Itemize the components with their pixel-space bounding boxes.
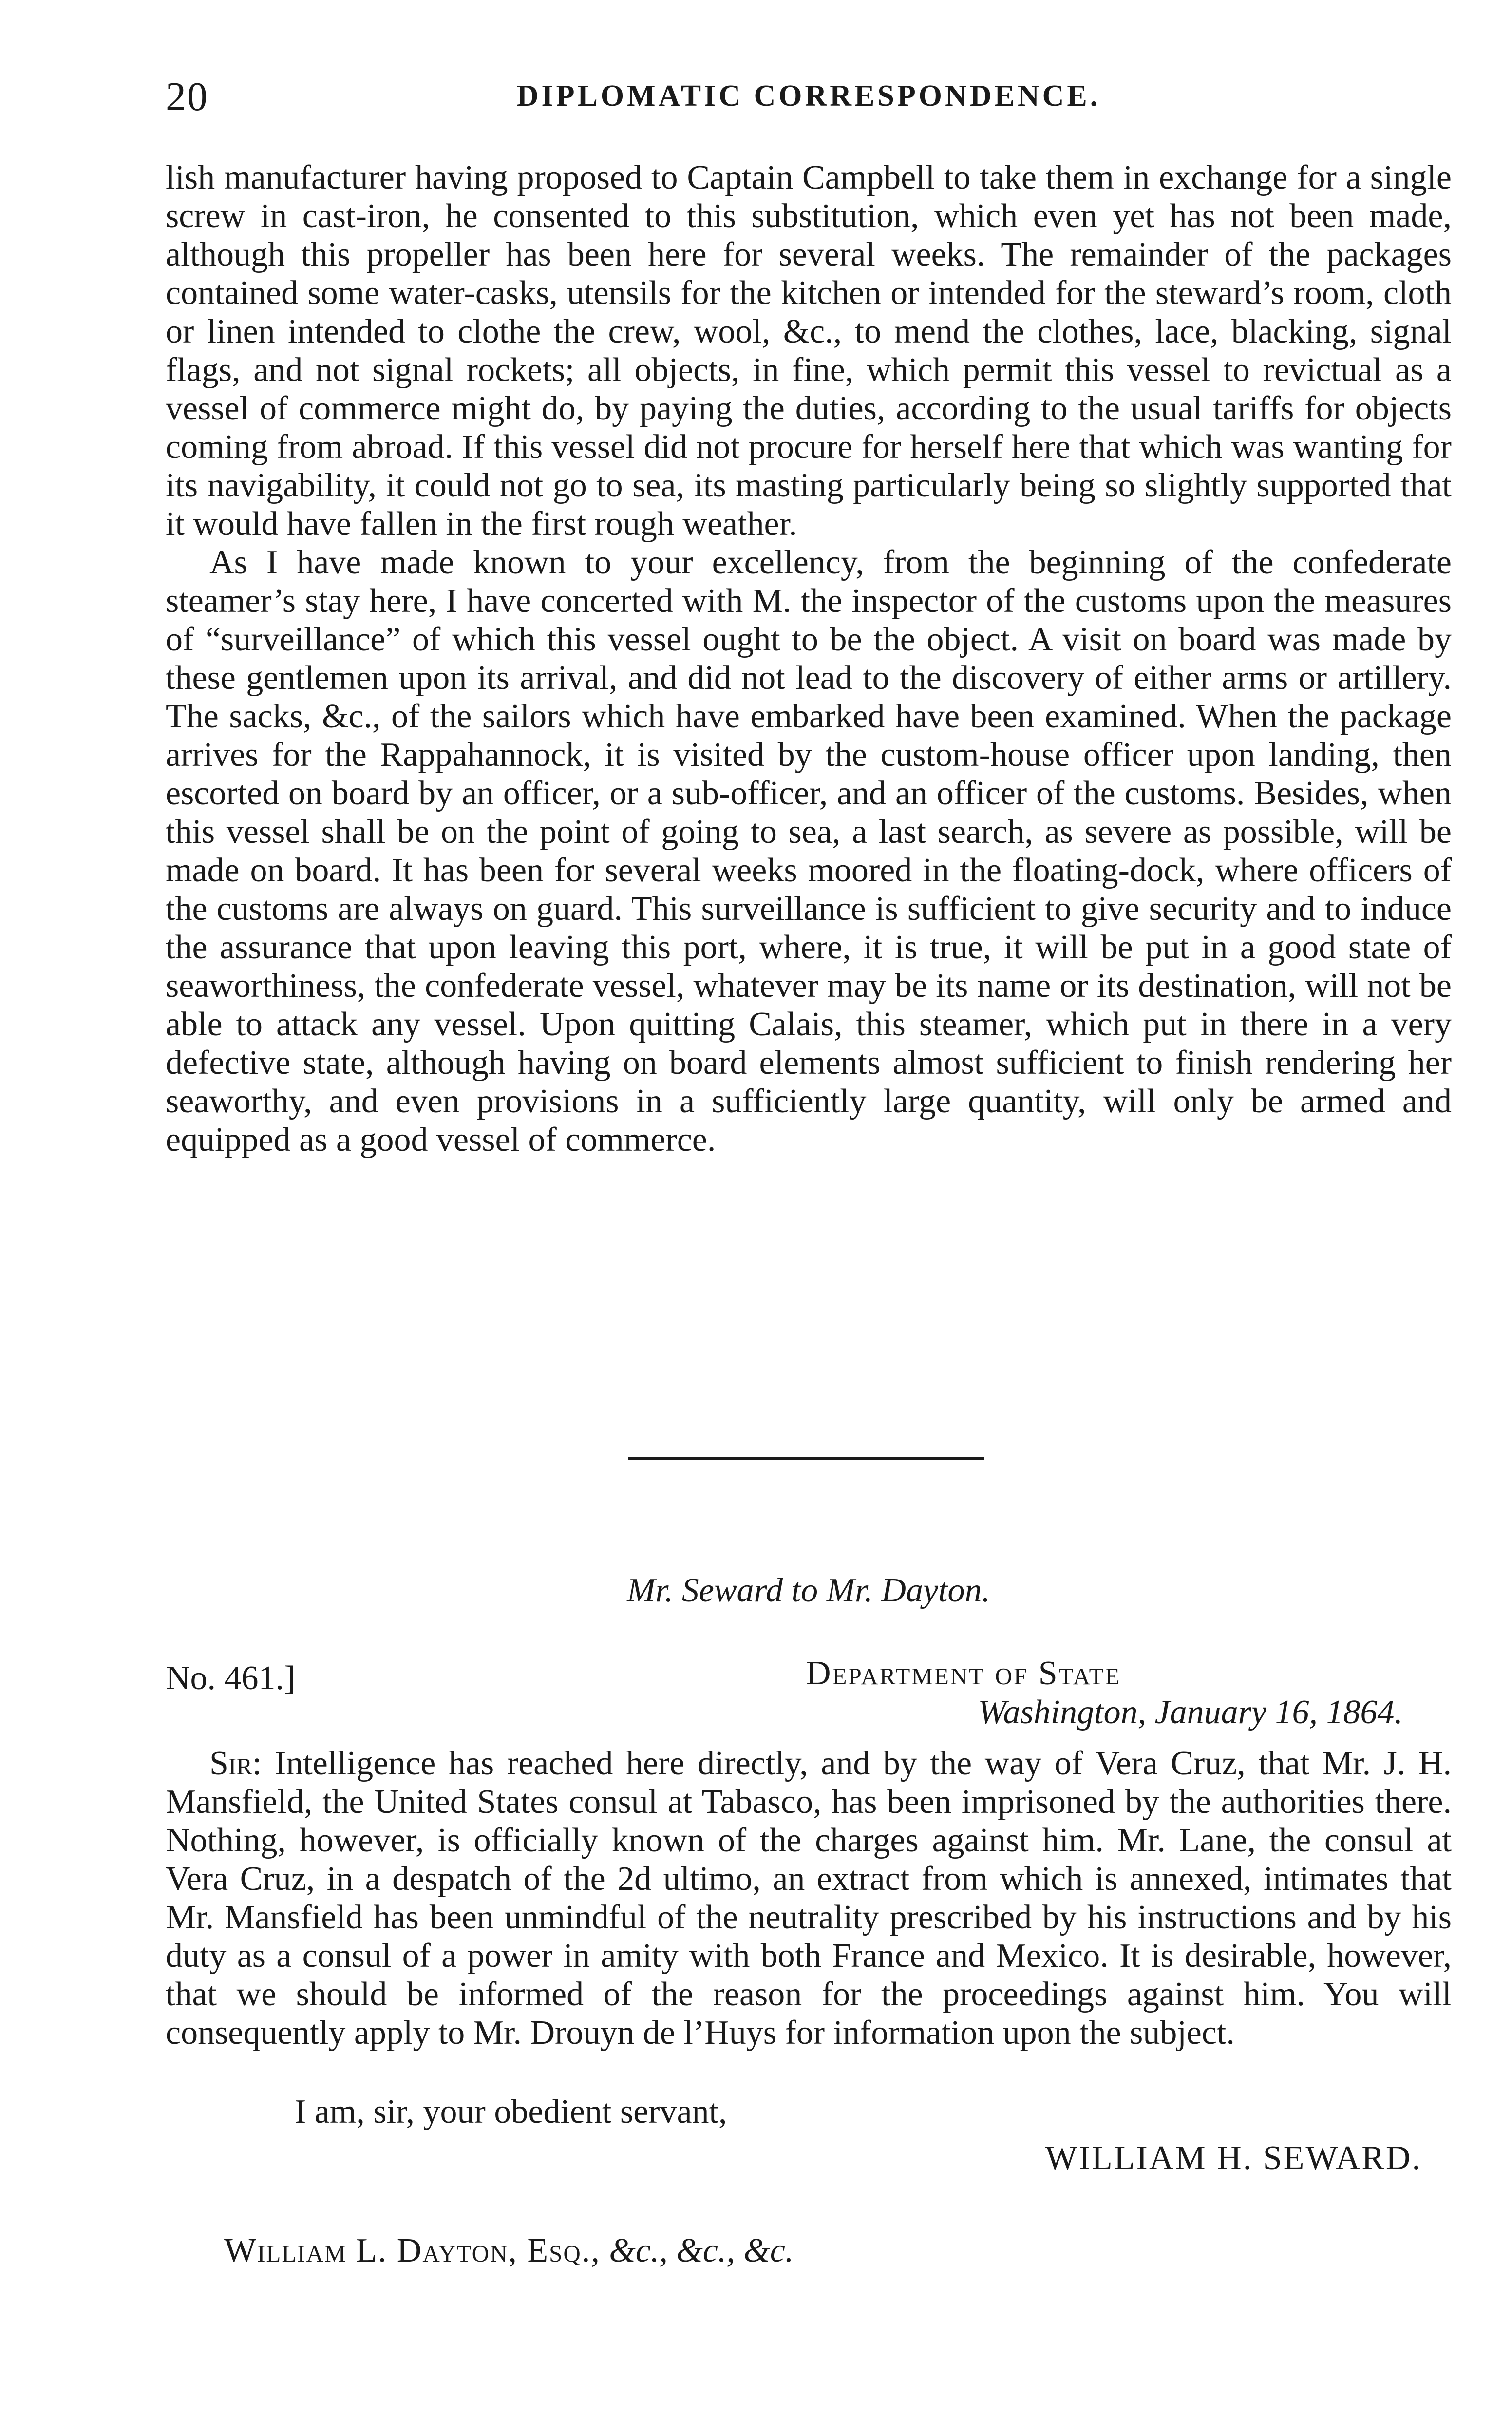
letter-body [166,1744,1452,2052]
signature: WILLIAM H. SEWARD. [1045,2139,1422,2177]
addressee-etc: &c., &c., &c. [609,2232,794,2269]
addressee-name: William L. Dayton, Esq., [224,2232,601,2269]
continued-letter-text [166,158,1452,1159]
running-head [166,73,1452,117]
letter-body-text: Intelligence has reached here directly, and by the way of Vera Cruz, that Mr. J. H. Mansfield, the United States consul at Tabasco, has been imprisoned by the authorities there. Nothing, however, is officially known of the charges against him. Mr. Lane, the consul at Vera Cruz, in a despatch of the 2d ultimo, an extract from which is annexed, intimates that Mr. Mansfield has been unmindful of the neutrality prescribed by his instructions and by his duty as a consul of a power in amity with both France and Mexico. It is desirable, however, that we should be informed of the reason for the proceedings against him. You will consequently apply to Mr. Drouyn de l’Huys for information upon the subject. [166,1745,1452,2052]
department-name: Department of State [806,1655,1121,1692]
letter-heading: Mr. Seward to Mr. Dayton. [626,1572,990,1609]
addressee [224,2231,794,2270]
paragraph: lish manufacturer having proposed to Captain Campbell to take them in exchange for a single screw in cast-iron, he consented to this substitution, which even yet has not been made, although this propeller has been here for several weeks. The remainder of the packages contained some water-casks, utensils for the kitchen or intended for the steward’s room, cloth or linen intended to clothe the crew, wool, &c., to mend the clothes, lace, blacking, signal flags, and not signal rockets; all objects, in fine, which permit this vessel to revictual as a vessel of commerce might do, by paying the duties, according to the usual tariffs for objects coming from abroad. If this vessel did not procure for herself here that which was wanting for its navigability, it could not go to sea, its masting particularly being so slightly supported that it would have fallen in the first rough weather. [166,159,1452,543]
salutation: Sir: [209,1745,262,1782]
running-title: DIPLOMATIC CORRESPONDENCE. [516,79,1101,113]
section-divider [628,1457,984,1460]
document-number: No. 461.] [166,1659,296,1697]
paragraph [166,1744,1452,2052]
page-number: 20 [166,74,208,119]
letter-dateline [166,1654,1452,1737]
paragraph: As I have made known to your excellency, from the beginning of the confederate steamer’s stay here, I have concerted with M. the inspector of the customs upon the measures of “surveillance” of which this vessel ought to be the object. A visit on board was made by these gentlemen upon its arrival, and did not lead to the discovery of either arms or artillery. The sacks, &c., of the sailors which have embarked have been examined. When the package arrives for the Rappahannock, it is visited by the custom-house officer upon landing, then escorted on board by an officer, or a sub-officer, and an officer of the customs. Besides, when this vessel shall be on the point of going to sea, a last search, as severe as possible, will be made on board. It has been for several weeks moored in the floating-dock, where officers of the customs are always on guard. This surveillance is sufficient to give security and to induce the assurance that upon leaving this port, where, it is true, it will be put in a good state of seaworthiness, the confederate vessel, whatever may be its name or its destination, will not be able to attack any vessel. Upon quitting Calais, this steamer, which put in there in a very defective state, although having on board elements almost sufficient to finish rendering her seaworthy, and even provisions in a sufficiently large quantity, will only be armed and equipped as a good vessel of commerce. [166,544,1452,1159]
place-and-date: Washington, January 16, 1864. [978,1694,1403,1731]
letter-closing: I am, sir, your obedient servant, [295,2093,727,2131]
